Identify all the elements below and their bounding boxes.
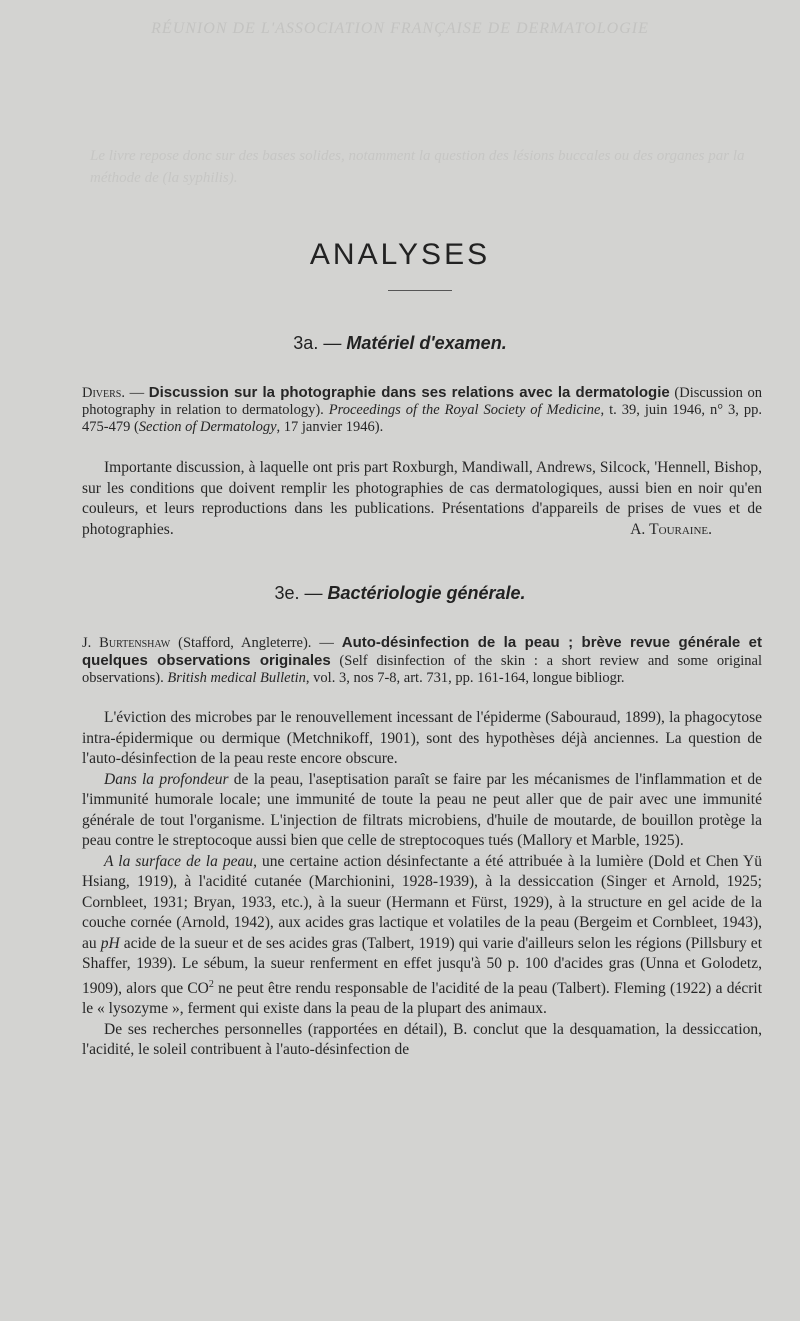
abstract-divers xyxy=(82,458,762,541)
paragraph: L'éviction des microbes par le renouvellement incessant de l'épiderme (Sabouraud, 1899), la phagocytose intra-épidermique ou dermique (Metchnikoff, 1901), sont des hypothèses déjà anciennes. La question de l'auto-désinfection de la peau reste encore obscure. xyxy=(82,709,762,767)
reference-title: Discussion sur la photographie dans ses relations avec la dermatologie xyxy=(148,384,670,401)
reference-journal: Proceedings of the Royal Society of Medicine xyxy=(328,402,601,418)
paragraph: De ses recherches personnelles (rapportées en détail), B. conclut que la desquamation, la dessiccation, l'acidité, le soleil contribuent à l'auto-désinfection de xyxy=(82,1020,762,1059)
reference-divers: Divers. — Discussion sur la photographie dans ses relations avec la dermatologie (Discussion on photography in relation to dermatology). Proceedings of the Royal Society of Medicine, t. 39, juin 1946, n° 3, pp. 475-479 (Section of Dermatology, 17 janvier 1946). xyxy=(82,384,763,435)
reference-journal: British medical Bulletin xyxy=(167,670,306,686)
title-divider xyxy=(388,290,452,291)
bleed-through-header: RÉUNION DE L'ASSOCIATION FRANÇAISE DE DERMATOLOGIE xyxy=(151,20,649,37)
signature: A. Touraine. xyxy=(630,521,712,538)
section-name: Bactériologie générale. xyxy=(327,583,526,603)
section-heading-materiel xyxy=(0,333,800,354)
section-name: Matériel d'examen. xyxy=(346,333,507,353)
bleed-through-text: Le livre repose donc sur des bases solides, notamment la question des lésions buccales ou des organes par la méthode de (la syphilis). xyxy=(90,148,745,186)
abstract-burtenshaw xyxy=(82,708,762,1061)
reference-title: Auto-désinfection de la peau ; brève revue générale et quelques observations originales xyxy=(82,634,763,669)
section-heading-bacteriologie xyxy=(0,583,800,604)
paragraph: Dans la profondeur de la peau, l'aseptisation paraît se faire par les mécanismes de l'inflammation et de l'immunité humorale locale; une immunité de toute la peau ne peut aller que de pair avec une immunité générale de tout l'organisme. L'injection de filtrats microbiens, d'huile de moutarde, de bouillon protège la peau contre le streptocoque aussi bien que celle de streptocoques tués (Mallory et Marble, 1925). xyxy=(82,770,762,849)
reference-author: J. Burtenshaw xyxy=(82,635,171,651)
section-number: 3a. — xyxy=(293,333,342,353)
paragraph: A la surface de la peau, une certaine action désinfectante a été attribuée à la lumière (Dold et Chen Yü Hsiang, 1919), à l'acidité cutanée (Marchionini, 1928-1939), à la dessiccation (Singer et Arnold, 1925; Cornbleet, 1931; Bryan, 1933, etc.), à la sueur (Hermann et Fürst, 1929), à la structure en gel acide de la couche cornée (Arnold, 1942), aux acides gras lactique et volatiles de la peau (Bergeim et Cornbleet, 1943), au pH acide de la sueur et de ses acides gras (Talbert, 1919) qui varie d'ailleurs selon les régions (Pillsbury et Shaffer, 1939). Le sébum, la sueur renferment en effet jusqu'à 50 p. 100 d'acides gras (Unna et Golodetz, 1909), alors que $CO^2$ ne peut être rendu responsable de l'acidité de la peau (Talbert). Fleming (1922) a décrit le « lysozyme », ferment qui existe dans la peau de la plupart des animaux. xyxy=(82,852,762,1018)
reference-author: Divers. xyxy=(82,385,125,401)
paragraph: Importante discussion, à laquelle ont pris part Roxburgh, Mandiwall, Andrews, Silcock, 'Hennell, Bishop, sur les conditions que doivent remplir les photographies de cas dermatologiques, aussi bien en noir qu'en couleurs, et leurs reproductions dans les publications. Présentations d'appareils de prises de vues et de photographies. xyxy=(82,459,762,538)
reference-burtenshaw: J. Burtenshaw (Stafford, Angleterre). — Auto-désinfection de la peau ; brève revue générale et quelques observations originales (Self disinfection of the skin : a short review and some original observations). British medical Bulletin, vol. 3, nos 7-8, art. 731, pp. 161-164, longue bibliogr. xyxy=(82,634,763,686)
section-number: 3e. — xyxy=(274,583,323,603)
page-title: ANALYSES xyxy=(309,238,491,271)
